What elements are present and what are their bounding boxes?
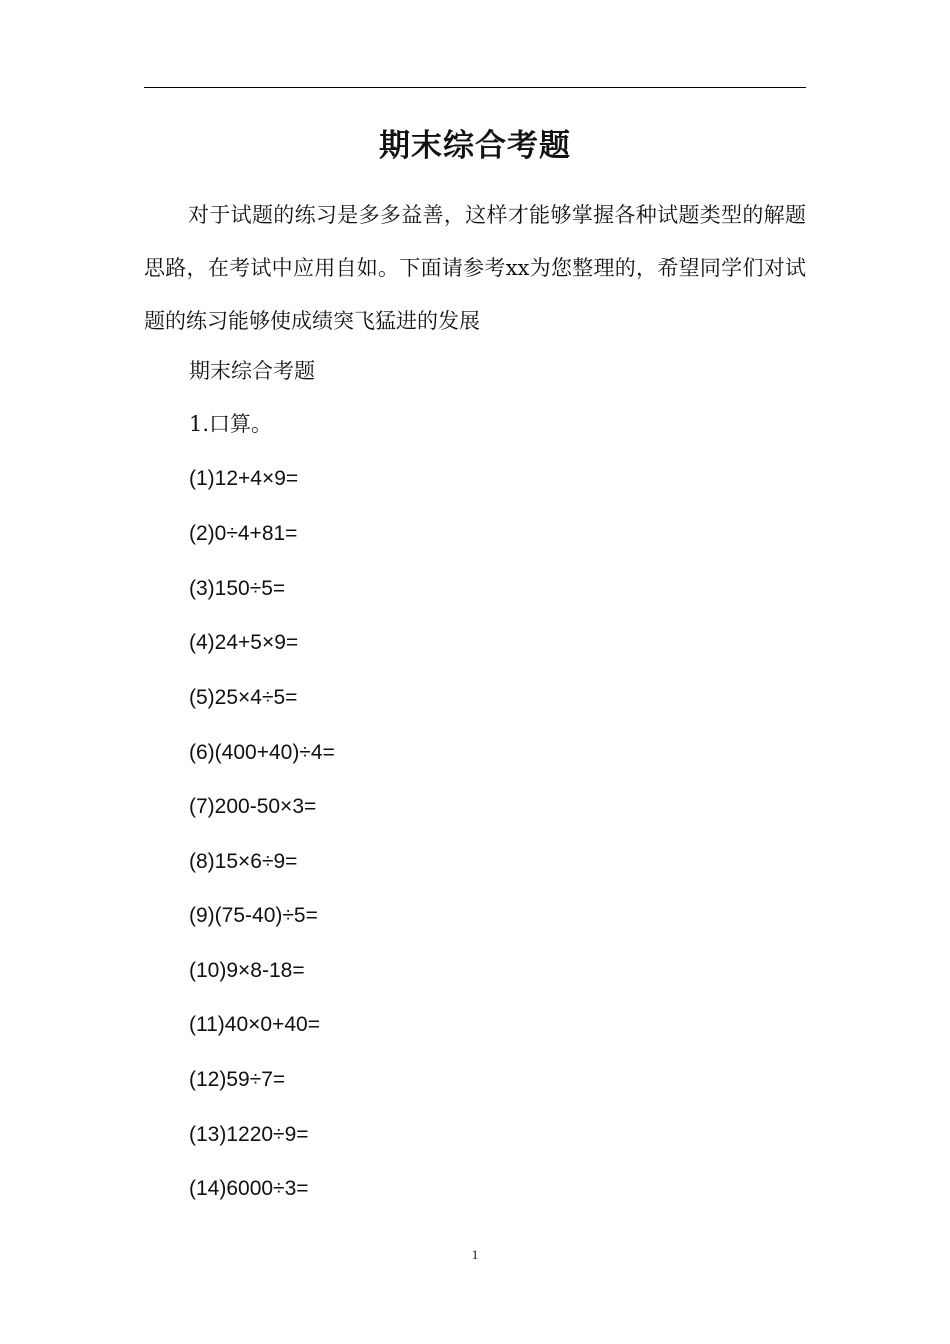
problem-item: (14)6000÷3=	[189, 1177, 309, 1200]
problem-item: (12)59÷7=	[189, 1068, 286, 1091]
problem-item: (3)150÷5=	[189, 577, 286, 600]
problem-item: (2)0÷4+81=	[189, 522, 298, 545]
intro-paragraph: 对于试题的练习是多多益善，这样才能够掌握各种试题类型的解题思路，在考试中应用自如。下面请参考xx为您整理的，希望同学们对试题的练习能够使成绩突飞猛进的发展	[144, 203, 806, 333]
problem-item: (10)9×8-18=	[189, 959, 305, 982]
problem-item: (1)12+4×9=	[189, 467, 299, 490]
problem-item: (7)200-50×3=	[189, 795, 317, 818]
problem-item: (4)24+5×9=	[189, 631, 299, 654]
problem-item: (6)(400+40)÷4=	[189, 741, 335, 764]
problem-item: (9)(75-40)÷5=	[189, 904, 318, 927]
problem-item: (11)40×0+40=	[189, 1013, 320, 1036]
problem-item: (13)1220÷9=	[189, 1123, 309, 1146]
problem-item: (5)25×4÷5=	[189, 686, 298, 709]
subtitle: 期末综合考题	[189, 359, 315, 383]
section-heading: 1.口算。	[189, 412, 273, 436]
problem-item: (8)15×6÷9=	[189, 850, 298, 873]
document-title: 期末综合考题	[379, 128, 571, 164]
page-number: 1	[471, 1247, 479, 1262]
header-rule	[144, 87, 806, 88]
